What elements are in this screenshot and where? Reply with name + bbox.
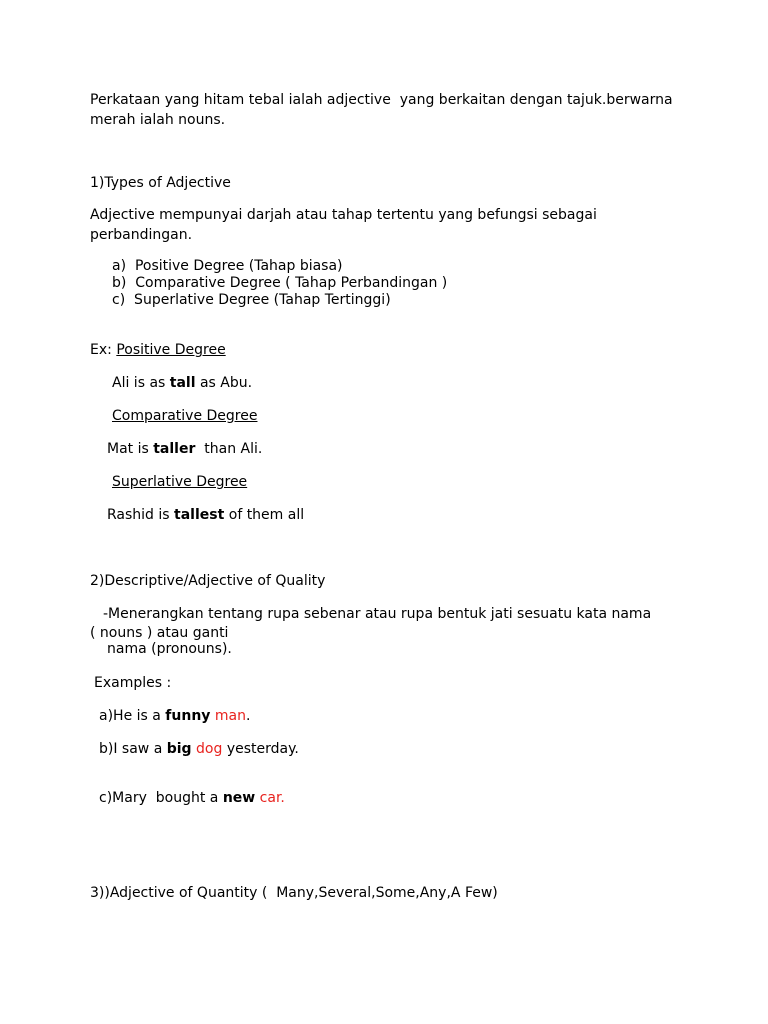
intro-line-2: merah ialah nouns. [90, 112, 226, 128]
positive-example [112, 375, 252, 392]
degree-list-item-a: a) Positive Degree (Tahap biasa) [112, 258, 343, 274]
comparative-example [107, 441, 262, 458]
example-text: b)I saw a [99, 741, 167, 757]
section-3-heading: 3))Adjective of Quantity ( Many,Several,Some,Any,A Few) [90, 885, 498, 901]
section-1-heading: 1)Types of Adjective [90, 175, 231, 191]
example-text: Rashid is [107, 507, 175, 523]
degree-list-item-b: b) Comparative Degree ( Tahap Perbandingan ) [112, 275, 448, 291]
example-text: c)Mary bought a [99, 790, 223, 806]
superlative-example [107, 507, 304, 524]
superlative-degree-title: Superlative Degree [112, 474, 248, 490]
section-2-desc-line-3: nama (pronouns). [107, 641, 232, 657]
example-text: than Ali. [195, 441, 263, 457]
section-2-desc-line-1: -Menerangkan tentang rupa sebenar atau rupa bentuk jati sesuatu kata nama [103, 606, 652, 622]
noun-red: dog [196, 741, 223, 757]
positive-degree-line [90, 342, 226, 359]
adjective-bold: tall [169, 375, 196, 391]
example-text: . [245, 708, 251, 724]
adjective-bold: taller [153, 441, 196, 457]
noun-red: man [214, 708, 246, 724]
example-text: yesterday. [222, 741, 299, 757]
example-a [99, 708, 250, 725]
section-2-heading: 2)Descriptive/Adjective of Quality [90, 573, 326, 589]
intro-line-1: Perkataan yang hitam tebal ialah adjective yang berkaitan dengan tajuk.berwarna [90, 92, 673, 108]
ex-prefix: Ex: [90, 342, 117, 358]
adjective-bold: tallest [174, 507, 225, 523]
degree-list-item-c: c) Superlative Degree (Tahap Tertinggi) [112, 292, 391, 308]
comparative-degree-title: Comparative Degree [112, 408, 258, 424]
section-1-desc-line-2: perbandingan. [90, 227, 193, 243]
example-text: Mat is [107, 441, 154, 457]
examples-label: Examples : [94, 675, 172, 691]
adjective-bold: funny [165, 708, 211, 724]
adjective-bold: big [166, 741, 192, 757]
section-1-desc-line-1: Adjective mempunyai darjah atau tahap tertentu yang befungsi sebagai [90, 207, 597, 223]
example-b [99, 741, 299, 758]
positive-degree-title: Positive Degree [116, 342, 226, 358]
adjective-bold: new [222, 790, 256, 806]
section-2-desc-line-2: ( nouns ) atau ganti [90, 625, 229, 641]
example-text: a)He is a [99, 708, 166, 724]
noun-red: car. [259, 790, 285, 806]
example-text: Ali is as [112, 375, 170, 391]
example-c [99, 790, 285, 807]
example-text: of them all [224, 507, 305, 523]
example-text: as Abu. [195, 375, 253, 391]
